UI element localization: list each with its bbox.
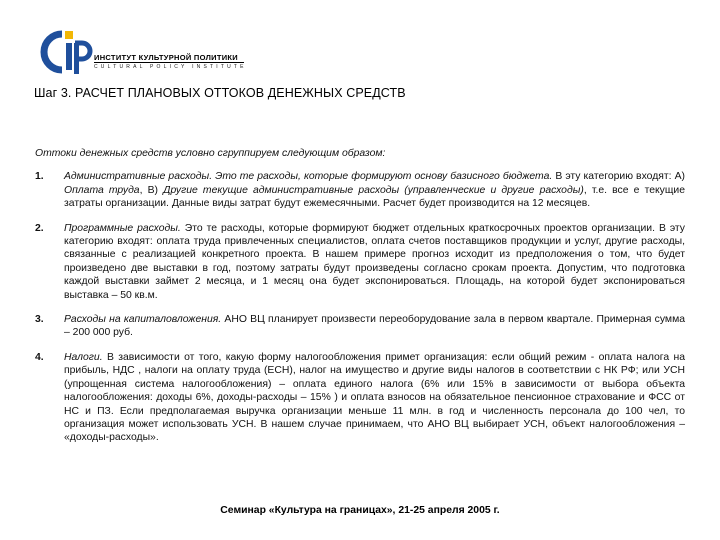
- list-item: [35, 222, 685, 302]
- item-rest: Это те расходы, которые формируют бюджет отдельных краткосрочных проектов организации. В эту категорию входят: оплата труда привлеченных специалистов, оплата счетов поставщиков продукции и услуг, другие расходы, связанные с реализацией конкретного проекта. В нашем примере прогноз исходит из предположения о том, что будет произведено две выставки в год, поэтому затраты будут произведены согласно срокам проекта. Допустим, что подготовка каждой выставки займет 2 месяца, и 1 месяц она будет экспонироваться. Площадь, на которой будет экспонироваться выставка – 50 кв.м.: [64, 222, 685, 301]
- item-number: 2.: [35, 222, 44, 234]
- logo-text-russian: ИНСТИТУТ КУЛЬТУРНОЙ ПОЛИТИКИ: [94, 53, 238, 62]
- item-lead: Расходы на капиталовложения.: [64, 314, 222, 326]
- institute-logo: [36, 26, 246, 76]
- item-text: [64, 313, 685, 340]
- item-lead: Программные расходы.: [64, 222, 181, 234]
- item-rest: АНО ВЦ планирует произвести переоборудование зала в первом квартале. Примерная сумма – 200 000 руб.: [64, 314, 685, 339]
- cip-logo-icon: [36, 26, 96, 76]
- list-item: [35, 170, 685, 210]
- item-rest: В зависимости от того, какую форму налогообложения примет организация: если общий режим - оплата налога на прибыль, НДС , налоги на оплату труда (ЕСН), налог на имущество и другие виды налогов в соответствии с НК РФ; или УСН (упрощенная система налогообложения) – оплата единого налога (6% или 15% в зависимости от выбора объекта налогообложения: доходы 6%, доходы-расходы – 15% ) и оплата взносов на обязательное пенсионное страхование и ФСС от НС и ПЗ. Если предполагаемая выручка организации меньше 11 млн. в год и численность персонала до 100 чел, то организация может использовать УСН. В нашем случае принимаем, что АНО ВЦ выбирает УСН, объект налогообложения – «доходы-расходы».: [64, 351, 685, 444]
- item-emphasis: Другие текущие административные расходы (управленческие и другие расходы): [163, 184, 584, 196]
- document-body: [35, 147, 685, 456]
- page-title: Шаг 3. РАСЧЕТ ПЛАНОВЫХ ОТТОКОВ ДЕНЕЖНЫХ СРЕДСТВ: [34, 86, 406, 100]
- item-middle: В эту категорию входят: А): [552, 171, 685, 183]
- item-lead: Административные расходы. Это те расходы, которые формируют основу базисного бюджета.: [64, 171, 553, 183]
- logo-text-english: CULTURAL POLICY INSTITUTE: [94, 64, 247, 70]
- item-emphasis: Оплата труда: [64, 184, 140, 196]
- list-item: [35, 313, 685, 340]
- footer-caption: Семинар «Культура на границах», 21-25 апреля 2005 г.: [220, 505, 500, 516]
- list-item: [35, 351, 685, 445]
- item-rest: , т.е. все е текущие затраты организации. Данные виды затрат будут ежемесячными. Расчет будет производится на 12 месяцев.: [64, 184, 685, 210]
- item-middle: , В): [139, 184, 164, 196]
- item-number: 3.: [35, 314, 44, 326]
- item-lead: Налоги.: [64, 351, 103, 363]
- logo-divider: [94, 62, 244, 63]
- item-number: 4.: [35, 351, 44, 363]
- item-text: [64, 351, 685, 445]
- intro-text: Оттоки денежных средств условно сгруппируем следующим образом:: [35, 148, 386, 159]
- item-number: 1.: [35, 171, 44, 183]
- item-text: [64, 222, 685, 302]
- item-text: [64, 170, 685, 210]
